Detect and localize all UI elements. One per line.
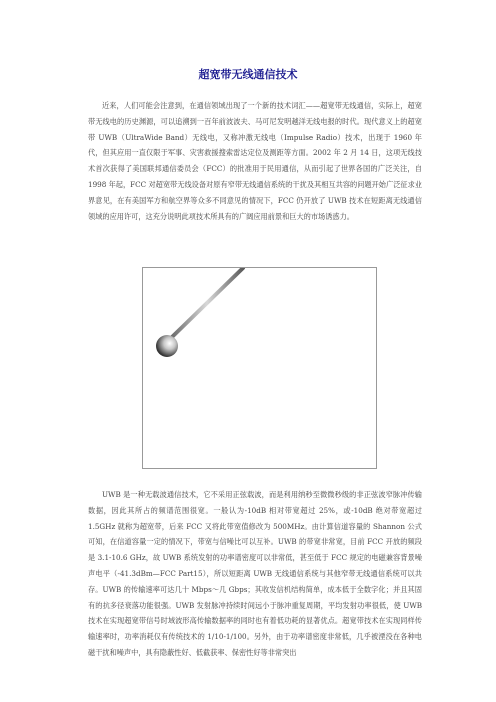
paragraph-uwb: UWB 是一种无载波通信技术，它不采用正弦载波，而是利用纳秒至微微秒级的非正弦波窄脉冲传输数据，因此其所占的频谱范围很宽。一般认为-10dB 相对带宽超过 25%，或-10dB 绝对带宽超过 1.5GHz 就称为超宽带，后来 FCC 又将此带宽值修改为 500MHz。由计算信道容量的 Shannon 公式可知，在信道容量一定的情况下，带宽与信噪比可以互补。UWB 的带宽非常宽，目前 FCC 开放的频段是 3.1-10.6 GHz，故 UWB 系统发射的功率谱密度可以非常低，甚至低于 FCC 规定的电磁兼容背景噪声电平（-41.3dBm—FCC Part15），所以短距离 UWB 无线通信系统与其他窄带无线通信系统可以共存。UWB 的传输速率可达几十 Mbps～几 Gbps；其收发信机结构简单，成本低于全数字化；并且其固有的抗多径衰落功能很强。UWB 发射脉冲持续时间远小于脉冲重复周期，平均发射功率很低，使 UWB 技术在实现超宽带信号时域波形高传输数据率的同时也有着低功耗的显著优点。超宽带技术在实现同样传输速率时，功率消耗仅有传统技术的 1/10-1/100。另外，由于功率谱密度非常低，几乎被湮没在各种电磁干扰和噪声中，具有隐蔽性好、低截获率、保密性好等非常突出 (88, 490, 422, 657)
document-title: 超宽带无线通信技术 (198, 68, 298, 81)
pendulum-bob (156, 335, 178, 357)
pendulum-rod (171, 268, 243, 338)
pendulum-illustration (143, 268, 376, 468)
pendulum-figure (142, 267, 377, 469)
paragraph-intro: 近来，人们可能会注意到，在通信领域出现了一个新的技术词汇——超宽带无线通信，实际上，超宽带无线电的历史渊源，可以追溯到一百年前波波夫、马可尼发明越洋无线电报的时代。现代意义上的超宽带 UWB（UltraWide Band）无线电，又称冲激无线电（Impulse Radio）技术，出现于 1960 年代，但其应用一直仅限于军事、灾害救援搜索雷达定位及测距等方面。2002 年 2 月 14 日，这项无线技术首次获得了美国联邦通信委员会（FCC）的批准用于民用通信，从而引起了世界各国的广泛关注，自 1998 年起，FCC 对超宽带无线设备对原有窄带无线通信系统的干扰及其相互共容的问题开始广泛征求业界意见，在有美国军方和航空界等众多不同意见的情况下，FCC 仍开放了 UWB 技术在短距离无线通信领域的应用许可，这充分说明此项技术所具有的广阔应用前景和巨大的市场诱惑力。 (88, 101, 422, 221)
